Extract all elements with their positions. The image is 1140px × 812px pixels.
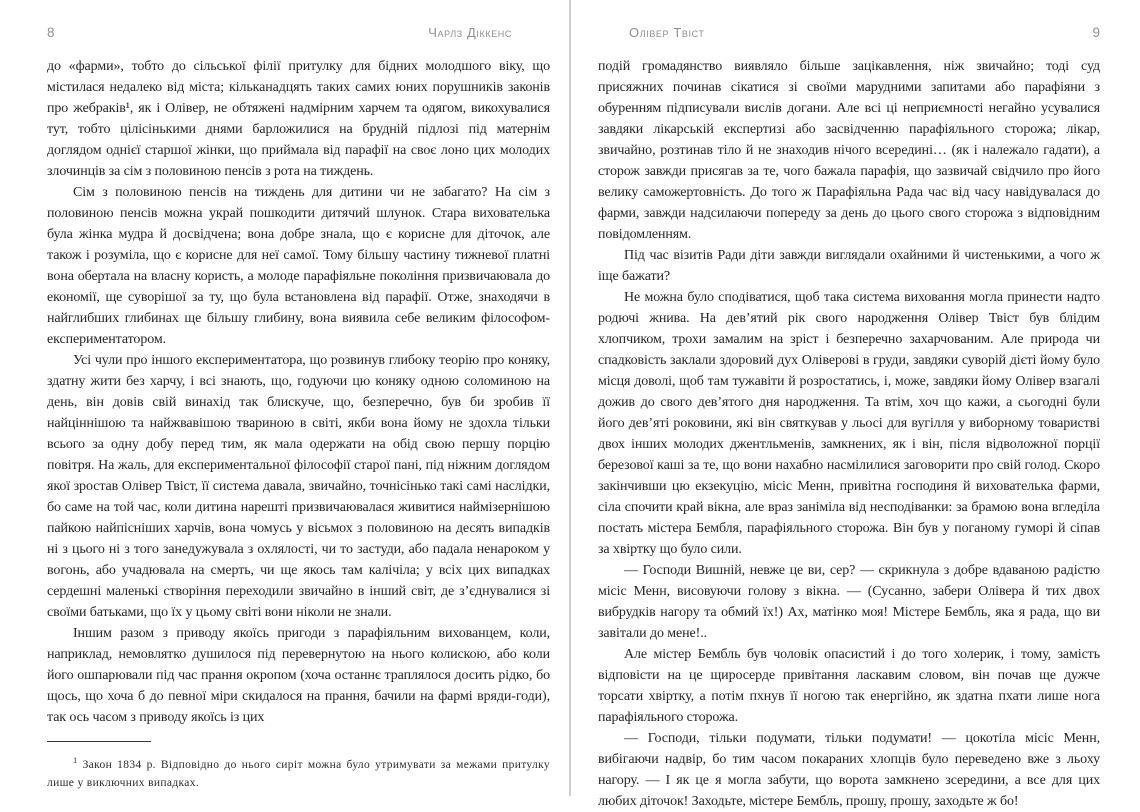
- footnote-rule: [47, 741, 151, 742]
- page-gutter-divider: [569, 0, 571, 796]
- page-right-header: [598, 24, 1100, 42]
- footnote-marker: 1: [73, 755, 78, 765]
- paragraph: до «фарми», тобто до сільської філії притулку для бідних молодшого віку, що містилася недалеко від міста; кільканадцять таких самих юних порушників законів про жебраків¹, як і Олівер, не обтяжені надмірним харчем та одягом, викохувалися тут, тобто цілісінькими днями барложилися на брудній підлозі під матернім доглядом однієї старшої жінки, що приймала від парафії на своє лоно цих молодих злочинців за сім з половиною пенсів з рота на тиждень.: [47, 59, 550, 179]
- running-head-author: Чарлз Діккенс: [428, 25, 512, 40]
- paragraph: Але містер Бембль був чоловік опасистий і до того холерик, і тому, замість відповісти на це щиросерде привітання ласкавим словом, він почав ще дужче торсати хвіртку, а потім пхнув її ногою так енергійно, як здатна пхати лише нога парафіяльного сторожа.: [598, 647, 1100, 725]
- paragraph: — Господи, тільки подумати, тільки подумати! — цокотіла місіс Менн, вибігаючи надвір, бо тим часом покараних хлопців було переведено вже з льоху нагору. — І як це я могла забути, що ворота замкнено зсередини, а все для цих любих діточок! Заходьте, містере Бембль, прошу, прошу, заходьте ж бо!: [598, 731, 1100, 809]
- footnote-text: [47, 751, 550, 793]
- footnote: [47, 741, 550, 793]
- page-right: [598, 0, 1100, 809]
- page-number-left: 8: [47, 25, 55, 40]
- paragraph: Не можна було сподіватися, щоб така система виховання могла принести надто родючі жнива. На дев’ятий рік свого народження Олівер Твіст був блідим хлопчиком, трохи замалим на зріст і безперечно захарчованим. Але природа чи спадковість заклали здоровий дух Оліверові в груди, завдяки суворій дієті йому було місця доволі, щоб там тужавіти й розростатись, і, може, завдяки йому Олівер взагалі дожив до свого дев’ятого дня народження. Та втім, хоч що кажи, а сьогодні були його дев’яті роковини, які він святкував у льосі для вугілля у виборному товаристві двох інших молодих джентльменів, замкнених, як і він, після відволожної порції березової каші за те, що вони нахабно насмілилися заговорити про свій голод. Скоро закінчивши цю екзекуцію, місіс Менн, привітна господиня й вихователька фарми, сіла спочити край вікна, але враз заніміла від несподіванки: за брамою вона вгледіла постать містера Бембля, парафіяльного сторожа. Він був у поганому гуморі й сіпав за хвіртку що було сили.: [598, 290, 1100, 557]
- running-head-title: Олівер Твіст: [629, 25, 705, 40]
- page-left-header: [47, 24, 550, 42]
- paragraph: Під час візитів Ради діти завжди виглядали охайними й чистенькими, а чого ж іще бажати?: [598, 248, 1100, 284]
- paragraph: Усі чули про іншого експериментатора, що розвинув глибоку теорію про коняку, здатну жити без харчу, і всі знають, що, годуючи цю коняку одною соломиною на день, він довів свій винахід так блискуче, що, безперечно, був би зробив її найціннішою та найжвавішою твариною в світі, якби вона йому не здохла тільки всього за одну добу перед тим, як мала одержати на обід свою першу порцію повітря. На жаль, для експериментальної філософії старої пані, під ніжним доглядом якої зростав Олівер Твіст, її система давала, звичайно, точнісінько такі самі наслідки, бо саме на той час, коли дитина нарешті призвичаювалася живитися наймізернішою пайкою найпісніших харчів, вона чомусь у вісьмох з половиною на десять випадків ні з цього ні з того занедужувала з охлялості, чи то застуди, або падала ненароком у вогонь, або учадювала на смерть, чи ще якось там калічіла; у всіх цих випадках сердешні маленькі створіння переходили звичайно в інший світ, де з’єднувалися зі своїми батьками, що їх у цьому світі вони ніколи не знали.: [47, 353, 550, 620]
- paragraph: Сім з половиною пенсів на тиждень для дитини чи не забагато? На сім з половиною пенсів можна украй пошкодити дитячий шлунок. Стара вихователька була жінка мудра й досвідчена; вона добре знала, що є корисне для діточок, але також і розуміла, що є корисне для неї самої. Тому більшу частину тижневої платні вона обертала на власну користь, а молоде парафіяльне покоління призвичаювала до економії, ще суворішої за ту, що була встановлена від парафії. Отже, знаходячи в найглибших глибинах ще більшу глибину, вона виявила себе великим філософом-експериментатором.: [47, 185, 550, 347]
- page-number-right: 9: [1092, 25, 1100, 40]
- page-left: [47, 0, 550, 796]
- paragraph: подій громадянство виявляло більше зацікавлення, ніж звичайно; тоді суд присяжних починав сікатися зі своїми марудними запитами або парафіяни з обуренням підписували вислів догани. Але всі ці неприємності негайно усувалися завдяки лікарській експертизі або засвідченню парафіяльного сторожа; лікар, звичайно, розтинав тіло й не знаходив нічого всередині… (як і належало гадати), а сторож завжди присягав за те, чого бажала парафія, що зазвичай свідчило про його велику саможертовність. До того ж Парафіяльна Рада час від часу навідувалася до фарми, завжди надсилаючи попереду за день до цього свого сторожа з відповідним повідомленням.: [598, 59, 1100, 242]
- paragraph: — Господи Вишній, невже це ви, сер? — скрикнула з добре вдаваною радістю місіс Менн, висовуючи голову з вікна. — (Сусанно, забери Олівера й тих двох вибрудків нагору та обмий їх!) Ах, матінко моя! Містере Бембль, яка я рада, що ви завітали до мене!..: [598, 563, 1100, 641]
- footnote-body: Закон 1834 р. Відповідно до нього сиріт можна було утримувати за межами притулку лише у виключних випадках.: [47, 758, 550, 790]
- page-left-body: [47, 56, 550, 793]
- page-right-body: [598, 56, 1100, 812]
- paragraph: Іншим разом з приводу якоїсь пригоди з парафіяльним вихованцем, коли, наприклад, немовлятко душилося під перевернутою на нього колискою, або коли його ошпарювали під час прання окропом (хоча останнє траплялося досить рідко, бо щось, що хоча б до певної міри скидалося на прання, бачили на фармі вряди-годи), так ось часом з приводу якоїсь із цих: [47, 626, 550, 725]
